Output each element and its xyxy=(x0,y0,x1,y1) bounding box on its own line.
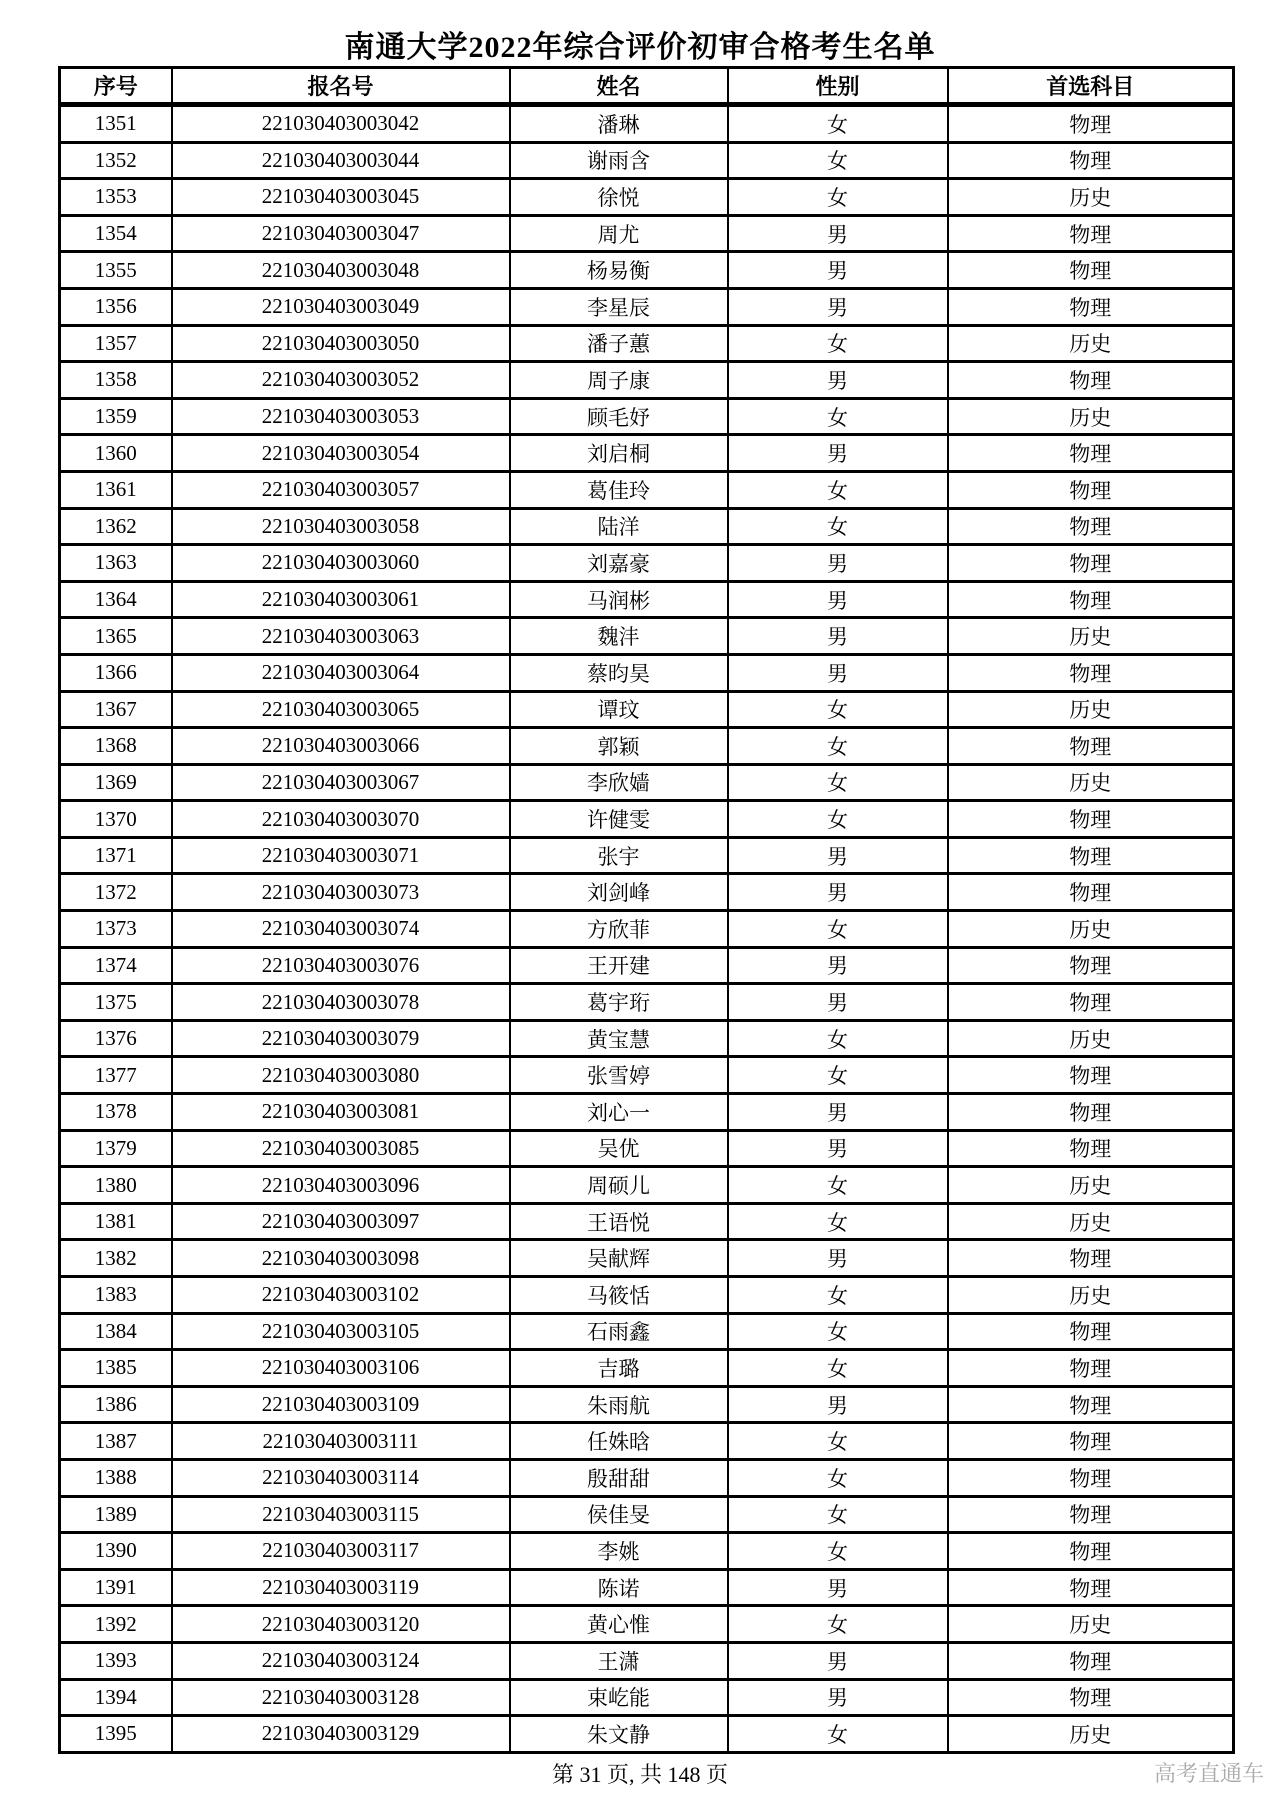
cell-subject: 物理 xyxy=(948,545,1234,582)
cell-seq: 1353 xyxy=(60,179,172,216)
cell-reg-no: 221030403003053 xyxy=(172,398,510,435)
cell-gender: 男 xyxy=(728,1679,948,1716)
cell-gender: 女 xyxy=(728,179,948,216)
cell-gender: 男 xyxy=(728,984,948,1021)
cell-reg-no: 221030403003085 xyxy=(172,1130,510,1167)
cell-seq: 1360 xyxy=(60,435,172,472)
cell-reg-no: 221030403003111 xyxy=(172,1423,510,1460)
table-row xyxy=(60,1606,1234,1643)
cell-subject: 物理 xyxy=(948,984,1234,1021)
table-row xyxy=(60,764,1234,801)
cell-gender: 女 xyxy=(728,911,948,948)
table-row xyxy=(60,1569,1234,1606)
cell-name: 黄宝慧 xyxy=(510,1020,728,1057)
cell-name: 蔡昀昊 xyxy=(510,654,728,691)
cell-seq: 1387 xyxy=(60,1423,172,1460)
cell-reg-no: 221030403003047 xyxy=(172,215,510,252)
cell-gender: 男 xyxy=(728,1094,948,1131)
cell-gender: 女 xyxy=(728,801,948,838)
cell-gender: 女 xyxy=(728,728,948,765)
cell-name: 殷甜甜 xyxy=(510,1459,728,1496)
cell-reg-no: 221030403003081 xyxy=(172,1094,510,1131)
cell-name: 吴献辉 xyxy=(510,1240,728,1277)
cell-subject: 物理 xyxy=(948,654,1234,691)
cell-name: 王开建 xyxy=(510,947,728,984)
table-row xyxy=(60,618,1234,655)
cell-name: 马润彬 xyxy=(510,581,728,618)
table-row xyxy=(60,1020,1234,1057)
cell-name: 郭颖 xyxy=(510,728,728,765)
cell-name: 王潇 xyxy=(510,1642,728,1679)
cell-subject: 历史 xyxy=(948,1606,1234,1643)
cell-subject: 物理 xyxy=(948,1094,1234,1131)
cell-subject: 物理 xyxy=(948,728,1234,765)
cell-gender: 女 xyxy=(728,691,948,728)
cell-seq: 1355 xyxy=(60,252,172,289)
cell-seq: 1368 xyxy=(60,728,172,765)
cell-subject: 历史 xyxy=(948,1277,1234,1314)
cell-name: 刘心一 xyxy=(510,1094,728,1131)
cell-name: 谭玟 xyxy=(510,691,728,728)
cell-name: 葛宇珩 xyxy=(510,984,728,1021)
table-row xyxy=(60,398,1234,435)
cell-seq: 1389 xyxy=(60,1496,172,1533)
cell-name: 侯佳旻 xyxy=(510,1496,728,1533)
cell-gender: 男 xyxy=(728,581,948,618)
cell-name: 杨易衡 xyxy=(510,252,728,289)
candidate-table xyxy=(58,66,1235,1754)
cell-subject: 物理 xyxy=(948,215,1234,252)
cell-gender: 男 xyxy=(728,545,948,582)
table-row xyxy=(60,179,1234,216)
cell-gender: 女 xyxy=(728,1277,948,1314)
cell-name: 许健雯 xyxy=(510,801,728,838)
cell-seq: 1356 xyxy=(60,288,172,325)
cell-subject: 物理 xyxy=(948,947,1234,984)
cell-seq: 1373 xyxy=(60,911,172,948)
cell-gender: 女 xyxy=(728,1020,948,1057)
cell-subject: 历史 xyxy=(948,179,1234,216)
cell-gender: 女 xyxy=(728,105,948,143)
cell-gender: 女 xyxy=(728,1057,948,1094)
table-row xyxy=(60,288,1234,325)
cell-reg-no: 221030403003052 xyxy=(172,362,510,399)
cell-subject: 物理 xyxy=(948,1642,1234,1679)
table-row xyxy=(60,252,1234,289)
cell-subject: 历史 xyxy=(948,1716,1234,1753)
table-row xyxy=(60,874,1234,911)
cell-subject: 物理 xyxy=(948,1679,1234,1716)
cell-seq: 1372 xyxy=(60,874,172,911)
table-row xyxy=(60,1094,1234,1131)
cell-seq: 1383 xyxy=(60,1277,172,1314)
header-name: 姓名 xyxy=(510,68,728,105)
cell-subject: 历史 xyxy=(948,1020,1234,1057)
cell-name: 徐悦 xyxy=(510,179,728,216)
cell-reg-no: 221030403003098 xyxy=(172,1240,510,1277)
cell-subject: 物理 xyxy=(948,1423,1234,1460)
table-row xyxy=(60,581,1234,618)
table-row xyxy=(60,1167,1234,1204)
cell-gender: 男 xyxy=(728,1386,948,1423)
cell-reg-no: 221030403003073 xyxy=(172,874,510,911)
table-row xyxy=(60,545,1234,582)
cell-subject: 物理 xyxy=(948,142,1234,179)
cell-subject: 历史 xyxy=(948,618,1234,655)
cell-subject: 物理 xyxy=(948,471,1234,508)
table-row xyxy=(60,691,1234,728)
cell-subject: 物理 xyxy=(948,1533,1234,1570)
cell-name: 潘琳 xyxy=(510,105,728,143)
table-row xyxy=(60,1533,1234,1570)
cell-reg-no: 221030403003064 xyxy=(172,654,510,691)
cell-name: 陈诺 xyxy=(510,1569,728,1606)
cell-gender: 女 xyxy=(728,1313,948,1350)
table-row xyxy=(60,362,1234,399)
cell-reg-no: 221030403003054 xyxy=(172,435,510,472)
cell-name: 谢雨含 xyxy=(510,142,728,179)
cell-name: 石雨鑫 xyxy=(510,1313,728,1350)
cell-reg-no: 221030403003080 xyxy=(172,1057,510,1094)
cell-seq: 1395 xyxy=(60,1716,172,1753)
table-row xyxy=(60,1642,1234,1679)
table-row xyxy=(60,1386,1234,1423)
table-row xyxy=(60,1459,1234,1496)
cell-gender: 男 xyxy=(728,252,948,289)
cell-seq: 1362 xyxy=(60,508,172,545)
table-row xyxy=(60,837,1234,874)
cell-subject: 物理 xyxy=(948,435,1234,472)
cell-seq: 1379 xyxy=(60,1130,172,1167)
cell-seq: 1378 xyxy=(60,1094,172,1131)
cell-reg-no: 221030403003128 xyxy=(172,1679,510,1716)
cell-name: 陆洋 xyxy=(510,508,728,545)
table-row xyxy=(60,142,1234,179)
cell-subject: 物理 xyxy=(948,837,1234,874)
header-gender: 性别 xyxy=(728,68,948,105)
cell-name: 魏沣 xyxy=(510,618,728,655)
cell-reg-no: 221030403003119 xyxy=(172,1569,510,1606)
cell-gender: 男 xyxy=(728,618,948,655)
cell-seq: 1377 xyxy=(60,1057,172,1094)
cell-name: 刘嘉豪 xyxy=(510,545,728,582)
cell-gender: 女 xyxy=(728,471,948,508)
cell-seq: 1359 xyxy=(60,398,172,435)
cell-subject: 物理 xyxy=(948,1496,1234,1533)
cell-reg-no: 221030403003048 xyxy=(172,252,510,289)
cell-seq: 1364 xyxy=(60,581,172,618)
cell-name: 任姝晗 xyxy=(510,1423,728,1460)
cell-gender: 男 xyxy=(728,837,948,874)
page-title: 南通大学2022年综合评价初审合格考生名单 xyxy=(344,31,936,64)
cell-reg-no: 221030403003096 xyxy=(172,1167,510,1204)
cell-seq: 1392 xyxy=(60,1606,172,1643)
cell-seq: 1367 xyxy=(60,691,172,728)
table-row xyxy=(60,728,1234,765)
table-row xyxy=(60,435,1234,472)
cell-gender: 女 xyxy=(728,1167,948,1204)
cell-seq: 1382 xyxy=(60,1240,172,1277)
cell-subject: 物理 xyxy=(948,801,1234,838)
cell-gender: 男 xyxy=(728,215,948,252)
cell-subject: 物理 xyxy=(948,1240,1234,1277)
table-row xyxy=(60,801,1234,838)
cell-seq: 1393 xyxy=(60,1642,172,1679)
cell-seq: 1385 xyxy=(60,1350,172,1387)
table-row xyxy=(60,1130,1234,1167)
cell-subject: 物理 xyxy=(948,508,1234,545)
cell-gender: 男 xyxy=(728,947,948,984)
cell-seq: 1357 xyxy=(60,325,172,362)
cell-gender: 男 xyxy=(728,1130,948,1167)
cell-seq: 1391 xyxy=(60,1569,172,1606)
table-header-row xyxy=(60,68,1234,105)
cell-seq: 1390 xyxy=(60,1533,172,1570)
cell-seq: 1358 xyxy=(60,362,172,399)
cell-subject: 物理 xyxy=(948,874,1234,911)
cell-reg-no: 221030403003045 xyxy=(172,179,510,216)
cell-reg-no: 221030403003109 xyxy=(172,1386,510,1423)
table-row xyxy=(60,1277,1234,1314)
table-row xyxy=(60,947,1234,984)
cell-reg-no: 221030403003049 xyxy=(172,288,510,325)
cell-name: 李欣嫱 xyxy=(510,764,728,801)
cell-gender: 女 xyxy=(728,142,948,179)
header-subject: 首选科目 xyxy=(948,68,1234,105)
cell-seq: 1365 xyxy=(60,618,172,655)
cell-reg-no: 221030403003044 xyxy=(172,142,510,179)
cell-seq: 1374 xyxy=(60,947,172,984)
cell-seq: 1384 xyxy=(60,1313,172,1350)
cell-reg-no: 221030403003065 xyxy=(172,691,510,728)
cell-reg-no: 221030403003097 xyxy=(172,1203,510,1240)
cell-name: 李星辰 xyxy=(510,288,728,325)
cell-gender: 女 xyxy=(728,1606,948,1643)
cell-subject: 物理 xyxy=(948,1313,1234,1350)
cell-name: 黄心惟 xyxy=(510,1606,728,1643)
cell-subject: 物理 xyxy=(948,1057,1234,1094)
cell-gender: 男 xyxy=(728,1569,948,1606)
cell-subject: 物理 xyxy=(948,288,1234,325)
cell-reg-no: 221030403003060 xyxy=(172,545,510,582)
cell-subject: 物理 xyxy=(948,105,1234,143)
header-seq: 序号 xyxy=(60,68,172,105)
cell-subject: 物理 xyxy=(948,1459,1234,1496)
cell-name: 潘子蕙 xyxy=(510,325,728,362)
cell-gender: 男 xyxy=(728,874,948,911)
cell-seq: 1363 xyxy=(60,545,172,582)
cell-name: 葛佳玲 xyxy=(510,471,728,508)
cell-gender: 女 xyxy=(728,398,948,435)
cell-name: 吉璐 xyxy=(510,1350,728,1387)
table-row xyxy=(60,325,1234,362)
cell-subject: 历史 xyxy=(948,764,1234,801)
table-row xyxy=(60,471,1234,508)
cell-name: 刘剑峰 xyxy=(510,874,728,911)
cell-name: 朱文静 xyxy=(510,1716,728,1753)
cell-name: 周尤 xyxy=(510,215,728,252)
cell-subject: 历史 xyxy=(948,1167,1234,1204)
table-body xyxy=(60,105,1234,1753)
cell-reg-no: 221030403003066 xyxy=(172,728,510,765)
cell-name: 马筱恬 xyxy=(510,1277,728,1314)
cell-subject: 物理 xyxy=(948,1350,1234,1387)
cell-name: 王语悦 xyxy=(510,1203,728,1240)
cell-seq: 1388 xyxy=(60,1459,172,1496)
cell-subject: 历史 xyxy=(948,911,1234,948)
cell-seq: 1361 xyxy=(60,471,172,508)
cell-name: 张宇 xyxy=(510,837,728,874)
cell-subject: 物理 xyxy=(948,1569,1234,1606)
cell-reg-no: 221030403003058 xyxy=(172,508,510,545)
table-row xyxy=(60,1240,1234,1277)
table-row xyxy=(60,654,1234,691)
cell-subject: 历史 xyxy=(948,1203,1234,1240)
cell-reg-no: 221030403003076 xyxy=(172,947,510,984)
cell-seq: 1381 xyxy=(60,1203,172,1240)
cell-name: 朱雨航 xyxy=(510,1386,728,1423)
cell-subject: 历史 xyxy=(948,325,1234,362)
cell-gender: 女 xyxy=(728,1203,948,1240)
cell-name: 吴优 xyxy=(510,1130,728,1167)
cell-reg-no: 221030403003106 xyxy=(172,1350,510,1387)
table-row xyxy=(60,1716,1234,1753)
cell-subject: 物理 xyxy=(948,1386,1234,1423)
cell-reg-no: 221030403003105 xyxy=(172,1313,510,1350)
cell-seq: 1386 xyxy=(60,1386,172,1423)
table-row xyxy=(60,1057,1234,1094)
cell-reg-no: 221030403003129 xyxy=(172,1716,510,1753)
cell-subject: 物理 xyxy=(948,362,1234,399)
cell-seq: 1394 xyxy=(60,1679,172,1716)
cell-seq: 1375 xyxy=(60,984,172,1021)
cell-gender: 男 xyxy=(728,288,948,325)
cell-name: 周硕儿 xyxy=(510,1167,728,1204)
page-number-footer: 第 31 页, 共 148 页 xyxy=(551,1762,728,1787)
cell-seq: 1376 xyxy=(60,1020,172,1057)
cell-reg-no: 221030403003102 xyxy=(172,1277,510,1314)
cell-reg-no: 221030403003067 xyxy=(172,764,510,801)
cell-subject: 物理 xyxy=(948,581,1234,618)
cell-reg-no: 221030403003120 xyxy=(172,1606,510,1643)
cell-reg-no: 221030403003050 xyxy=(172,325,510,362)
cell-seq: 1370 xyxy=(60,801,172,838)
cell-seq: 1354 xyxy=(60,215,172,252)
table-row xyxy=(60,215,1234,252)
cell-seq: 1366 xyxy=(60,654,172,691)
table-row xyxy=(60,984,1234,1021)
cell-reg-no: 221030403003063 xyxy=(172,618,510,655)
cell-seq: 1371 xyxy=(60,837,172,874)
cell-reg-no: 221030403003070 xyxy=(172,801,510,838)
cell-reg-no: 221030403003057 xyxy=(172,471,510,508)
cell-name: 方欣菲 xyxy=(510,911,728,948)
cell-name: 束屹能 xyxy=(510,1679,728,1716)
table-row xyxy=(60,1423,1234,1460)
cell-subject: 历史 xyxy=(948,691,1234,728)
table-row xyxy=(60,1313,1234,1350)
cell-seq: 1369 xyxy=(60,764,172,801)
cell-gender: 男 xyxy=(728,435,948,472)
cell-gender: 女 xyxy=(728,764,948,801)
cell-gender: 男 xyxy=(728,654,948,691)
cell-reg-no: 221030403003042 xyxy=(172,105,510,143)
cell-gender: 男 xyxy=(728,1240,948,1277)
cell-reg-no: 221030403003079 xyxy=(172,1020,510,1057)
cell-gender: 男 xyxy=(728,362,948,399)
cell-reg-no: 221030403003124 xyxy=(172,1642,510,1679)
cell-subject: 历史 xyxy=(948,398,1234,435)
cell-name: 刘启桐 xyxy=(510,435,728,472)
cell-name: 周子康 xyxy=(510,362,728,399)
table-row xyxy=(60,911,1234,948)
watermark-text: 高考直通车 xyxy=(1153,1761,1264,1786)
cell-reg-no: 221030403003115 xyxy=(172,1496,510,1533)
cell-seq: 1352 xyxy=(60,142,172,179)
cell-gender: 男 xyxy=(728,1642,948,1679)
cell-gender: 女 xyxy=(728,325,948,362)
cell-subject: 物理 xyxy=(948,1130,1234,1167)
cell-name: 顾毛妤 xyxy=(510,398,728,435)
cell-gender: 女 xyxy=(728,1496,948,1533)
table-row xyxy=(60,1679,1234,1716)
cell-seq: 1351 xyxy=(60,105,172,143)
table-row xyxy=(60,508,1234,545)
cell-seq: 1380 xyxy=(60,1167,172,1204)
cell-subject: 物理 xyxy=(948,252,1234,289)
cell-reg-no: 221030403003114 xyxy=(172,1459,510,1496)
cell-reg-no: 221030403003074 xyxy=(172,911,510,948)
cell-reg-no: 221030403003117 xyxy=(172,1533,510,1570)
cell-gender: 女 xyxy=(728,1716,948,1753)
cell-gender: 女 xyxy=(728,1533,948,1570)
cell-name: 李姚 xyxy=(510,1533,728,1570)
cell-reg-no: 221030403003078 xyxy=(172,984,510,1021)
table-row xyxy=(60,1496,1234,1533)
cell-reg-no: 221030403003071 xyxy=(172,837,510,874)
cell-gender: 女 xyxy=(728,1459,948,1496)
table-row xyxy=(60,1203,1234,1240)
table-row xyxy=(60,1350,1234,1387)
cell-gender: 女 xyxy=(728,508,948,545)
cell-name: 张雪婷 xyxy=(510,1057,728,1094)
cell-gender: 女 xyxy=(728,1350,948,1387)
cell-gender: 女 xyxy=(728,1423,948,1460)
header-reg-no: 报名号 xyxy=(172,68,510,105)
cell-reg-no: 221030403003061 xyxy=(172,581,510,618)
table-row xyxy=(60,105,1234,143)
